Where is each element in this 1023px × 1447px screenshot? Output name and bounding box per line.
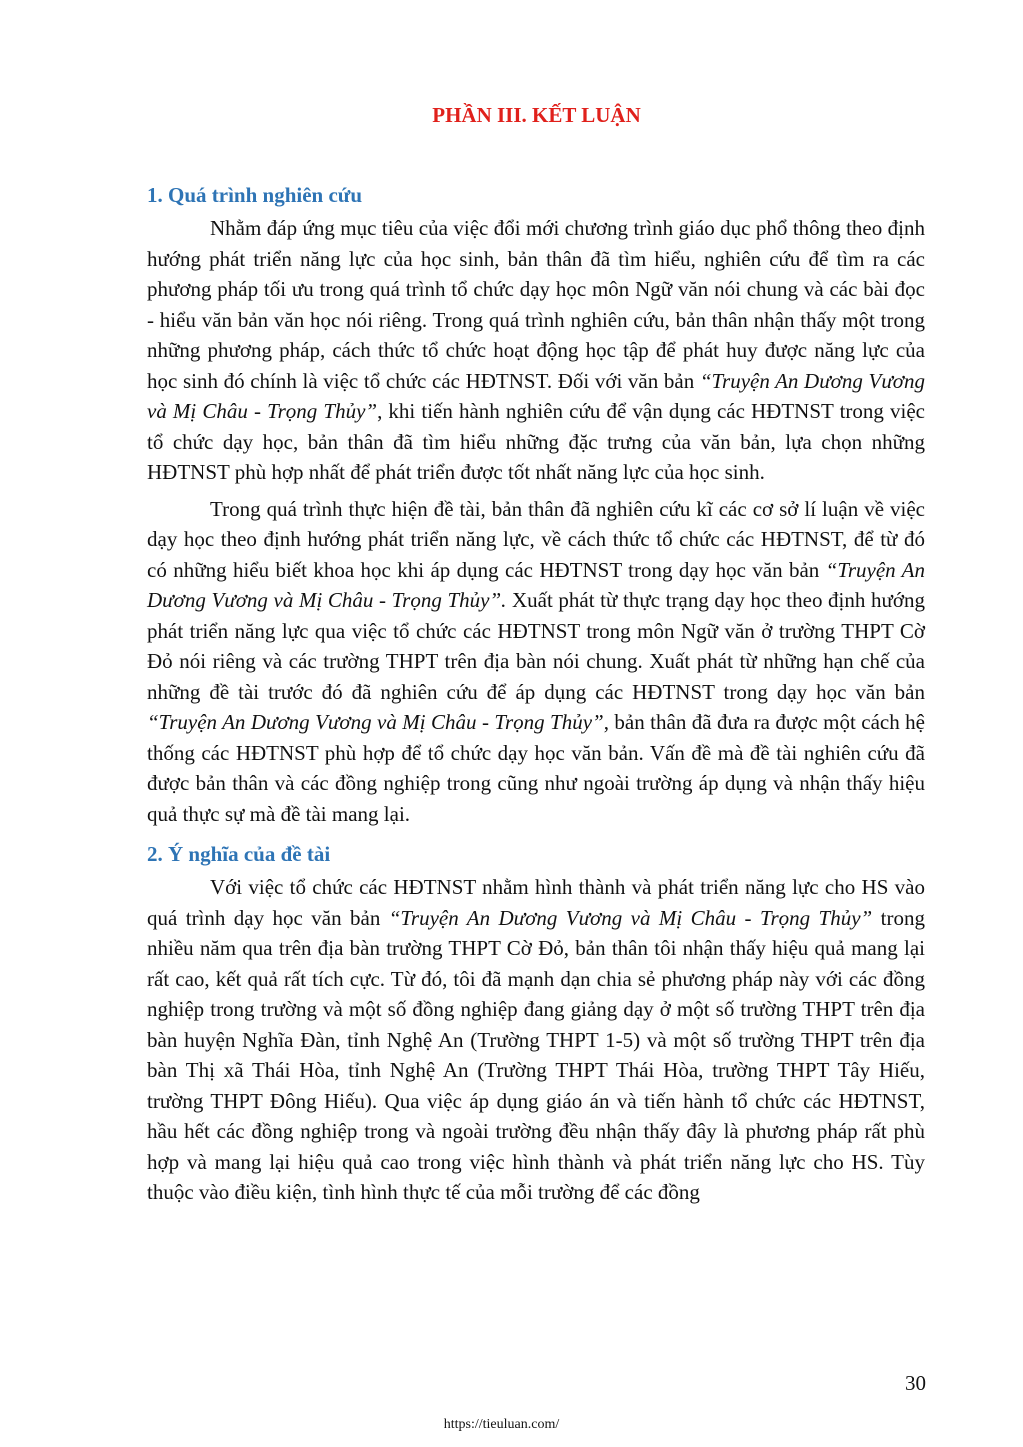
italic-title-text: “Truyện An Dương Vương và Mị Châu - Trọng Thủy” [388, 905, 873, 930]
paragraph [147, 213, 925, 488]
text-run: , bản thân đã đưa ra được một cách hệ thống các HĐTNST phù hợp để tổ chức dạy học văn bản. Vấn đề mà đề tài nghiên cứu đã được bản thân và các đồng nghiệp trong cũng như ngoài trường áp dụng và nhận thấy hiệu quả thực sự mà đề tài mang lại. [147, 710, 925, 826]
document-body [147, 180, 925, 1214]
text-run: , khi tiến hành nghiên cứu để vận dụng các HĐTNST trong việc tổ chức dạy học, bản thân đã tìm hiểu những đặc trưng của văn bản, lựa chọn những HĐTNST phù hợp nhất để phát triển được tốt nhất năng lực của học sinh. [147, 399, 925, 484]
italic-title-text: “Truyện An Dương Vương và Mị Châu - Trọng Thủy” [147, 368, 925, 423]
text-run: trong nhiều năm qua trên địa bàn trường THPT Cờ Đỏ, bản thân tôi nhận thấy hiệu quả mang lại rất cao, kết quả rất tích cực. Từ đó, tôi đã mạnh dạn chia sẻ phương pháp này với các đồng nghiệp trong trường và một số đồng nghiệp đang giảng dạy ở một số trường THPT trên địa bàn huyện Nghĩa Đàn, tỉnh Nghệ An (Trường THPT 1-5) và một số trường THPT trên địa bàn Thị xã Thái Hòa, tỉnh Nghệ An (Trường THPT Thái Hòa, trường THPT Tây Hiếu, trường THPT Đông Hiếu). Qua việc áp dụng giáo án và tiến hành tổ chức các HĐTNST, hầu hết các đồng nghiệp trong và ngoài trường đều nhận thấy đây là phương pháp rất phù hợp và mang lại hiệu quả cao trong việc hình thành và phát triển năng lực cho HS. Tùy thuộc vào điều kiện, tình hình thực tế của mỗi trường để các đồng [147, 905, 925, 1204]
text-run: Xuất phát từ thực trạng dạy học theo định hướng phát triển năng lực qua việc tổ chức các HĐTNST trong môn Ngữ văn ở trường THPT Cờ Đỏ nói riêng và các trường THPT trên địa bàn nói chung. Xuất phát từ những hạn chế của những đề tài trước đó đã nghiên cứu để áp dụng các HĐTNST trong dạy học văn bản [147, 588, 925, 704]
section-heading-significance: 2. Ý nghĩa của đề tài [147, 842, 331, 866]
italic-title-text: “Truyện An Dương Vương và Mị Châu - Trọng Thủy”. [147, 557, 925, 612]
text-run: Trong quá trình thực hiện đề tài, bản thân đã nghiên cứu kĩ các cơ sở lí luận về việc dạy học theo định hướng phát triển năng lực, về cách thức tổ chức các HĐTNST, để từ đó có những hiểu biết khoa học khi áp dụng các HĐTNST trong dạy học văn bản [147, 496, 925, 582]
footer-url: https://tieuluan.com/ [443, 1417, 560, 1432]
paragraph [147, 872, 925, 1208]
section-heading-research-process: 1. Quá trình nghiên cứu [147, 183, 363, 207]
text-run: Nhằm đáp ứng mục tiêu của việc đổi mới chương trình giáo dục phổ thông theo định hướng phát triển năng lực của học sinh, bản thân đã tìm hiểu, nghiên cứu để tìm ra các phương pháp tối ưu trong quá trình tổ chức dạy học môn Ngữ văn nói chung và các bài đọc - hiểu văn bản văn học nói riêng. Trong quá trình nghiên cứu, bản thân nhận thấy một trong những phương pháp, cách thức tổ chức hoạt động học tập để phát huy được năng lực của học sinh đó chính là việc tổ chức các HĐTNST. Đối với văn bản [147, 216, 925, 393]
page-number: 30 [905, 1371, 926, 1395]
paragraph [147, 494, 925, 830]
italic-title-text: “Truyện An Dương Vương và Mị Châu - Trọng Thủy” [147, 710, 604, 734]
page-title: PHẦN III. KẾT LUẬN [432, 103, 641, 127]
text-run: Với việc tổ chức các HĐTNST nhằm hình thành và phát triển năng lực cho HS vào quá trình dạy học văn bản [147, 875, 925, 930]
